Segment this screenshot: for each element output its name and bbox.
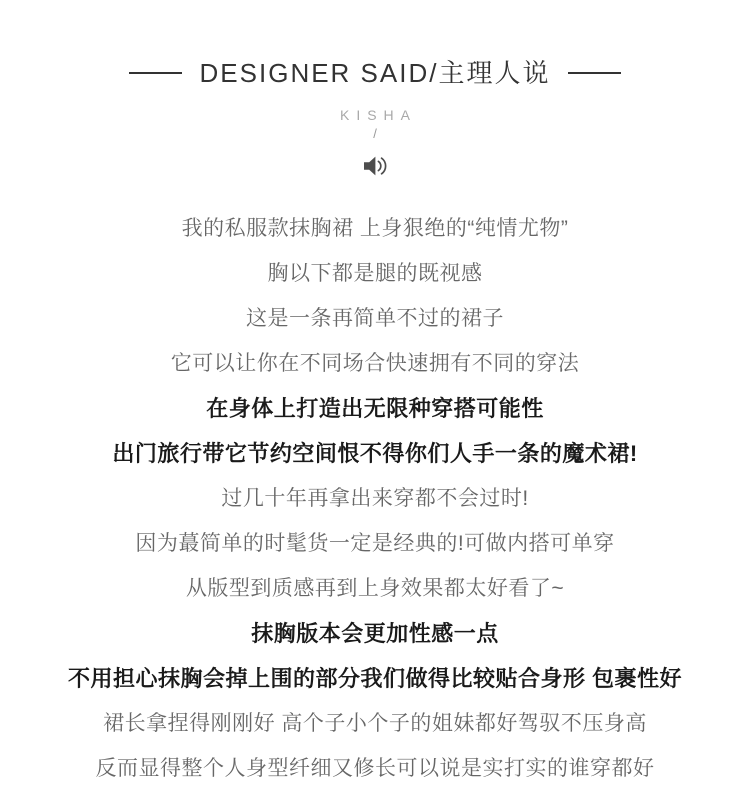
description-paragraph: 我的私服款抹胸裙 上身狠绝的“纯情尤物” (181, 217, 569, 240)
description-paragraph: 这是一条再简单不过的裙子 (246, 307, 504, 330)
description-paragraph: 在身体上打造出无限种穿搭可能性 (206, 396, 544, 421)
description-paragraph: 抹胸版本会更加性感一点 (251, 621, 499, 646)
description-paragraph: 胸以下都是腿的既视感 (267, 262, 483, 285)
section-header (0, 59, 750, 87)
brand-name: KISHA (339, 107, 417, 123)
product-description-page (0, 59, 750, 793)
description-paragraph: 过几十年再拿出来穿都不会过时! (221, 487, 529, 510)
description-paragraph: 从版型到质感再到上身效果都太好看了~ (185, 577, 565, 600)
description-paragraph: 反而显得整个人身型纤细又修长可以说是实打实的谁穿都好 (95, 757, 655, 780)
header-rule-right (568, 72, 621, 74)
description-paragraph: 因为蕞简单的时髦货一定是经典的!可做内搭可单穿 (135, 532, 615, 555)
description-paragraph: 出门旅行带它节约空间恨不得你们人手一条的魔术裙! (112, 441, 638, 466)
section-title: DESIGNER SAID/主理人说 (199, 58, 551, 88)
description-paragraph: 不用担心抹胸会掉上围的部分我们做得比较贴合身形 包裹性好 (67, 666, 683, 691)
header-rule-left (129, 72, 182, 74)
speaker-icon (0, 155, 750, 177)
divider-slash: / (373, 126, 377, 141)
description-paragraph: 裙长拿捏得刚刚好 高个子小个子的姐妹都好驾驭不压身高 (103, 712, 647, 735)
description-paragraph: 它可以让你在不同场合快速拥有不同的穿法 (170, 352, 580, 375)
description-text (0, 206, 750, 791)
